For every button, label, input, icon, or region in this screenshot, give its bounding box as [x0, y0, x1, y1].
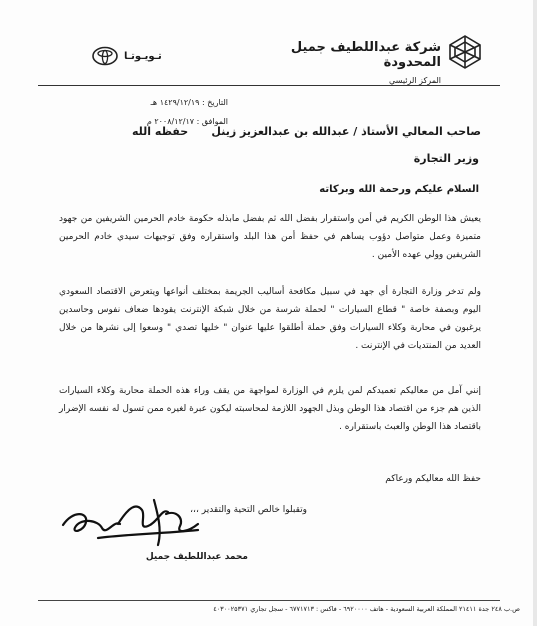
addressee-honorific: حفظه الله — [132, 125, 189, 138]
header-divider — [38, 85, 500, 86]
company-logo-icon — [447, 34, 483, 70]
closing-line-2: وتقبلوا خالص التحية والتقدير ،،، — [190, 505, 307, 515]
toyota-emblem-icon — [92, 46, 118, 66]
footer-divider — [38, 600, 500, 601]
page-edge — [533, 0, 537, 626]
closing-line-1: حفظ الله معاليكم ورعاكم — [385, 474, 481, 484]
date-hijri: التاريخ : ١٤٢٩/١٢/١٩ هـ — [150, 98, 228, 107]
paragraph-1: يعيش هذا الوطن الكريم في أمن واستقرار بفضل الله ثم بفضل مابذله حكومة خادم الحرمين الشريفين من جهود متميزة وعمل متواصل دؤوب يساهم في حفظ أمن هذا البلد واستقراره وفق توجيهات سيدي خادم الحرمين الشريفين وولي عهده الأمين . — [59, 214, 481, 260]
addressee-title: وزير التجارة — [413, 152, 479, 165]
company-name: شركة عبداللطيف جميل المحدودة — [290, 40, 441, 70]
toyota-brand — [92, 46, 162, 66]
paragraph-2: ولم تدخر وزارة التجارة أي جهد في سبيل مكافحة أساليب الجريمة بمختلف أنواعها ويتعرض الاقتصاد السعودي اليوم وبصفة خاصة " قطاع السيارات " لحملة شرسة من خلال شبكة الإنترنت يقودها ضعاف نفوس وحاسدين يرغبون في محاربة وكلاء السيارات وفق حملة أطلقوا عليها عنوان " خليها تصدي " وسعوا إلى نشرها من خلال العديد من المنتديات في الإنترنت . — [59, 287, 481, 351]
handwritten-signature — [58, 490, 208, 550]
signer-name: محمد عبداللطيف جميل — [145, 552, 248, 562]
company-header — [241, 40, 441, 85]
footer-contact: ص.ب ٢٤٨ جدة ٢١٤١١ المملكة العربية السعودية - هاتف ٦٩٢٠٠٠٠ - فاكس : ٦٧٧١٧١٣ - سجل تجاري ٤٠٣٠٠٢٥٣٧١ — [213, 605, 520, 613]
company-subtitle: المركز الرئيسي — [389, 76, 441, 85]
paragraph-3: إنني آمل من معاليكم تعميدكم لمن يلزم في الوزارة لمواجهة من يقف وراء هذه الحملة محاربة وكلاء السيارات الذين هم جزء من اقتصاد هذا الوطن وبذل الجهود اللازمة لمحاسبته ليكون عبرة لغيره ممن تسول له نفسه الإضرار باقتصاد هذا الوطن والعبث باستقراره . — [59, 386, 481, 432]
greeting: السلام عليكم ورحمة الله وبركاته — [319, 184, 479, 195]
addressee-line: صاحب المعالي الأستاذ / عبدالله بن عبدالعزيز زينل — [211, 125, 481, 138]
date-gregorian: الموافق : ٢٠٠٨/١٢/١٧ م — [146, 117, 228, 126]
toyota-label: تـويـوتـا — [124, 50, 162, 62]
